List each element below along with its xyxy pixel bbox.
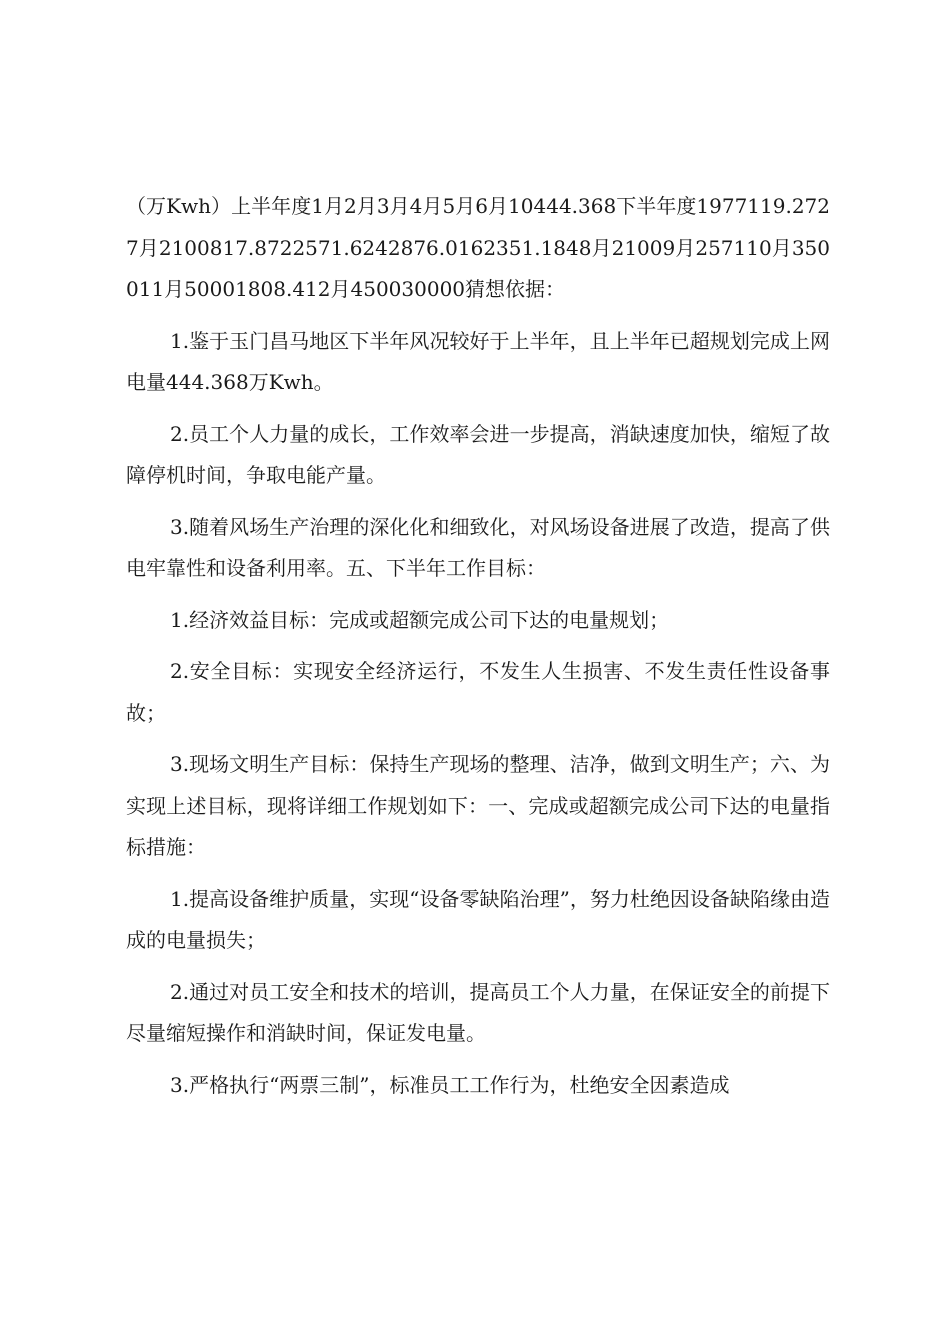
- paragraph-goal-1: 1.经济效益目标：完成或超额完成公司下达的电量规划；: [170, 607, 670, 632]
- paragraph-measure-1: 1.提高设备维护质量，实现“设备零缺陷治理”，努力杜绝因设备缺陷缘由造成的电量损失；: [126, 886, 830, 952]
- paragraph-goal-3: 3.现场文明生产目标：保持生产现场的整理、洁净，做到文明生产；六、为实现上述目标，现将详细工作规划如下：一、完成或超额完成公司下达的电量指标措施：: [126, 752, 830, 859]
- paragraph-basis-1: 1.鉴于玉门昌马地区下半年风况较好于上半年，且上半年已超规划完成上网电量444.368万Kwh。: [126, 328, 830, 394]
- paragraph-measure-2: 2.通过对员工安全和技术的培训，提高员工个人力量，在保证安全的前提下尽量缩短操作和消缺时间，保证发电量。: [126, 979, 830, 1045]
- paragraph-basis-3: 3.随着风场生产治理的深化化和细致化，对风场设备进展了改造，提高了供电牢靠性和设备利用率。五、下半年工作目标：: [126, 514, 830, 580]
- paragraph-goal-2: 2.安全目标：实现安全经济运行，不发生人生损害、不发生责任性设备事故；: [126, 659, 830, 725]
- document-page: [126, 186, 830, 1106]
- paragraph-generation-table-text: （万Kwh）上半年度1月2月3月4月5月6月10444.368下半年度1977119.2727月2100817.8722571.6242876.0162351.1848月21009月257110月350011月50001808.412月450030000猜想依据：: [126, 194, 830, 301]
- paragraph-basis-2: 2.员工个人力量的成长，工作效率会进一步提高，消缺速度加快，缩短了故障停机时间，争取电能产量。: [126, 421, 830, 487]
- paragraph-measure-3: 3.严格执行“两票三制”，标准员工工作行为，杜绝安全因素造成: [170, 1072, 730, 1097]
